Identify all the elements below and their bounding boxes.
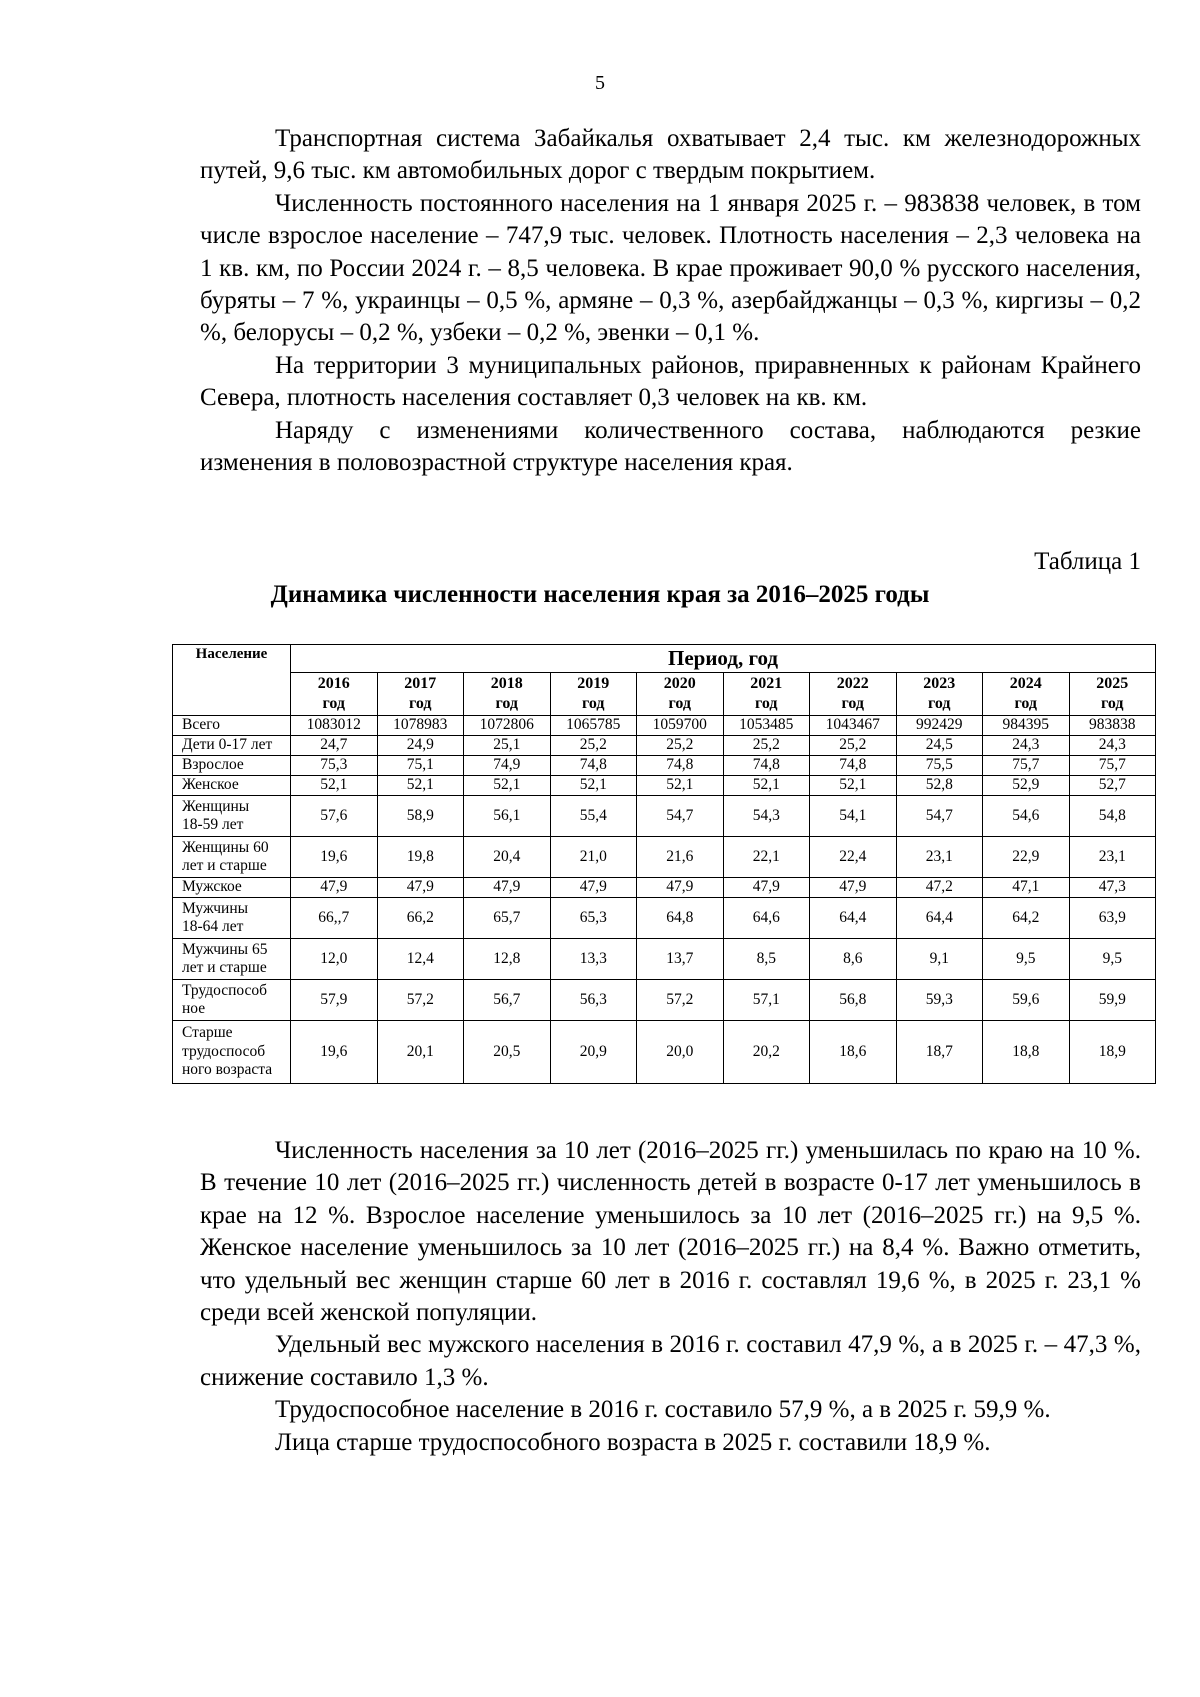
table-cell: 19,8 xyxy=(377,837,464,878)
table-cell: 20,1 xyxy=(377,1021,464,1084)
table-cell: 24,3 xyxy=(983,736,1070,756)
table-cell: 983838 xyxy=(1069,716,1156,736)
table-cell: 19,6 xyxy=(291,1021,378,1084)
table-cell: 56,7 xyxy=(464,980,551,1021)
row-label-line: лет и старше xyxy=(182,959,267,976)
table-cell: 18,7 xyxy=(896,1021,983,1084)
table-row xyxy=(173,980,1156,1021)
paragraph-summary-male: Удельный вес мужского населения в 2016 г. составил 47,9 %, а в 2025 г. – 47,3 %, снижение составило 1,3 %. xyxy=(200,1331,1141,1391)
row-label-line: лет и старше xyxy=(182,857,267,874)
table-row xyxy=(173,796,1156,837)
table-cell: 58,9 xyxy=(377,796,464,837)
table-cell: 59,9 xyxy=(1069,980,1156,1021)
table-row xyxy=(173,898,1156,939)
table-cell: 47,9 xyxy=(464,878,551,898)
table-cell: 54,7 xyxy=(896,796,983,837)
paragraph-summary-total: Численность населения за 10 лет (2016–2025 гг.) уменьшилась по краю на 10 %. В течение 10 лет (2016–2025 гг.) численность детей в возрасте 0-17 лет уменьшилось в крае на 12 %. Взрослое население уменьшилось за 10 лет (2016–2025 гг.) на 9,5 %. Женское население уменьшилось за 10 лет (2016–2025 гг.) на 8,4 %. Важно отметить, что удельный вес женщин старше 60 лет в 2016 г. составлял 19,6 %, в 2025 г. 23,1 % среди всей женской популяции. xyxy=(200,1137,1141,1327)
row-label-line: Женское xyxy=(182,776,239,794)
table-cell: 64,8 xyxy=(637,898,724,939)
table-cell: 13,7 xyxy=(637,939,724,980)
table-cell: 57,2 xyxy=(637,980,724,1021)
table-cell: 8,6 xyxy=(810,939,897,980)
table-cell: 25,2 xyxy=(550,736,637,756)
table-cell: 22,1 xyxy=(723,837,810,878)
row-label-line: Мужчины 65 xyxy=(182,940,268,958)
table-cell: 18,9 xyxy=(1069,1021,1156,1084)
table-cell: 47,9 xyxy=(377,878,464,898)
table-cell: 24,9 xyxy=(377,736,464,756)
table-cell: 20,4 xyxy=(464,837,551,878)
paragraph-summary-elderly: Лица старше трудоспособного возраста в 2025 г. составили 18,9 %. xyxy=(275,1428,991,1456)
table-cell: 1072806 xyxy=(464,716,551,736)
year-header xyxy=(1069,673,1156,716)
table-cell: 47,1 xyxy=(983,878,1070,898)
row-label-line: Всего xyxy=(182,716,221,734)
table-cell: 25,2 xyxy=(723,736,810,756)
table-cell: 1065785 xyxy=(550,716,637,736)
year-unit: год xyxy=(582,695,605,712)
table-cell: 9,1 xyxy=(896,939,983,980)
table-cell: 23,1 xyxy=(896,837,983,878)
table-cell: 1078983 xyxy=(377,716,464,736)
year-header xyxy=(896,673,983,716)
year-unit: год xyxy=(322,695,345,712)
table-cell: 74,8 xyxy=(637,756,724,776)
table-cell: 47,9 xyxy=(723,878,810,898)
table-row xyxy=(173,878,1156,898)
table-cell: 74,8 xyxy=(723,756,810,776)
year-value: 2017 xyxy=(404,675,437,692)
table-cell: 63,9 xyxy=(1069,898,1156,939)
row-label-line: Мужчины xyxy=(182,899,249,917)
row-label xyxy=(173,980,291,1021)
row-label-line: ного возраста xyxy=(182,1061,273,1079)
table-cell: 18,6 xyxy=(810,1021,897,1084)
table-cell: 64,2 xyxy=(983,898,1070,939)
table-cell: 22,4 xyxy=(810,837,897,878)
row-label-line: 18-64 лет xyxy=(182,918,244,935)
table-cell: 64,4 xyxy=(896,898,983,939)
row-label-line: Дети 0-17 лет xyxy=(182,736,273,754)
table-row xyxy=(173,1021,1156,1084)
table-label: Таблица 1 xyxy=(1034,548,1141,575)
table-cell: 74,8 xyxy=(810,756,897,776)
table-cell: 57,6 xyxy=(291,796,378,837)
table-cell: 75,7 xyxy=(1069,756,1156,776)
corner-header: Население xyxy=(173,645,291,716)
table-cell: 52,1 xyxy=(550,776,637,796)
table-cell: 47,9 xyxy=(291,878,378,898)
row-label xyxy=(173,878,291,898)
year-unit: год xyxy=(1101,695,1124,712)
year-value: 2024 xyxy=(1009,675,1042,692)
table-cell: 56,1 xyxy=(464,796,551,837)
year-unit: год xyxy=(755,695,778,712)
paragraph-structure: Наряду с изменениями количественного состава, наблюдаются резкие изменения в половозрастной структуре населения края. xyxy=(200,416,1141,477)
population-table xyxy=(172,644,1156,1084)
page-number: 5 xyxy=(595,72,605,94)
row-label-line: Старше xyxy=(182,1024,233,1042)
table-cell: 55,4 xyxy=(550,796,637,837)
table-cell: 52,1 xyxy=(377,776,464,796)
table-cell: 59,6 xyxy=(983,980,1070,1021)
year-value: 2022 xyxy=(836,675,869,692)
table-body xyxy=(173,716,1156,1084)
table-cell: 13,3 xyxy=(550,939,637,980)
table-cell: 1043467 xyxy=(810,716,897,736)
table-cell: 57,1 xyxy=(723,980,810,1021)
table-cell: 52,1 xyxy=(637,776,724,796)
table-cell: 66,2 xyxy=(377,898,464,939)
table-cell: 992429 xyxy=(896,716,983,736)
year-value: 2019 xyxy=(577,675,610,692)
row-label xyxy=(173,756,291,776)
year-value: 2018 xyxy=(490,675,523,692)
year-value: 2021 xyxy=(750,675,783,692)
table-header xyxy=(173,645,1156,716)
table-cell: 20,9 xyxy=(550,1021,637,1084)
table-cell: 19,6 xyxy=(291,837,378,878)
row-label xyxy=(173,1021,291,1084)
table-cell: 54,3 xyxy=(723,796,810,837)
table-cell: 20,0 xyxy=(637,1021,724,1084)
row-label-line: Женщины 60 xyxy=(182,838,269,856)
table-cell: 18,8 xyxy=(983,1021,1070,1084)
paragraph-far-north: На территории 3 муниципальных районов, приравненных к районам Крайнего Севера, плотность населения составляет 0,3 человек на кв. км. xyxy=(200,351,1141,412)
paragraph-transport: Транспортная система Забайкалья охватывает 2,4 тыс. км железнодорожных путей, 9,6 тыс. км автомобильных дорог с твердым покрытием. xyxy=(200,125,1141,185)
table-cell: 20,5 xyxy=(464,1021,551,1084)
row-label xyxy=(173,939,291,980)
table-cell: 20,2 xyxy=(723,1021,810,1084)
table-cell: 66,,7 xyxy=(291,898,378,939)
year-value: 2023 xyxy=(923,675,956,692)
table-cell: 52,1 xyxy=(810,776,897,796)
table-cell: 74,8 xyxy=(550,756,637,776)
table-cell: 25,2 xyxy=(637,736,724,756)
table-cell: 47,9 xyxy=(637,878,724,898)
row-label-line: Взрослое xyxy=(182,756,244,774)
row-label-line: ное xyxy=(182,1000,206,1017)
table-cell: 56,8 xyxy=(810,980,897,1021)
table-cell: 52,1 xyxy=(291,776,378,796)
table-cell: 1053485 xyxy=(723,716,810,736)
year-unit: год xyxy=(495,695,518,712)
table-cell: 75,7 xyxy=(983,756,1070,776)
year-unit: год xyxy=(928,695,951,712)
year-value: 2020 xyxy=(663,675,696,692)
year-header xyxy=(637,673,724,716)
table-cell: 52,1 xyxy=(464,776,551,796)
year-header xyxy=(810,673,897,716)
table-cell: 47,3 xyxy=(1069,878,1156,898)
table-cell: 24,5 xyxy=(896,736,983,756)
table-cell: 74,9 xyxy=(464,756,551,776)
row-label xyxy=(173,776,291,796)
table-cell: 47,9 xyxy=(550,878,637,898)
summary-text xyxy=(200,1135,1141,1459)
table-cell: 22,9 xyxy=(983,837,1070,878)
year-value: 2016 xyxy=(317,675,350,692)
table-cell: 52,8 xyxy=(896,776,983,796)
table-row xyxy=(173,837,1156,878)
year-header xyxy=(550,673,637,716)
table-row xyxy=(173,736,1156,756)
year-header xyxy=(377,673,464,716)
year-unit: год xyxy=(841,695,864,712)
intro-text xyxy=(200,123,1141,479)
table-cell: 75,5 xyxy=(896,756,983,776)
year-unit: год xyxy=(668,695,691,712)
year-unit: год xyxy=(409,695,432,712)
table-cell: 56,3 xyxy=(550,980,637,1021)
table-cell: 12,0 xyxy=(291,939,378,980)
table-cell: 65,7 xyxy=(464,898,551,939)
table-cell: 21,6 xyxy=(637,837,724,878)
table-cell: 75,3 xyxy=(291,756,378,776)
table-cell: 47,2 xyxy=(896,878,983,898)
table-cell: 21,0 xyxy=(550,837,637,878)
table-row xyxy=(173,939,1156,980)
year-value: 2025 xyxy=(1096,675,1129,692)
year-header xyxy=(983,673,1070,716)
table-cell: 9,5 xyxy=(1069,939,1156,980)
row-label-line: Мужское xyxy=(182,878,242,896)
table-cell: 59,3 xyxy=(896,980,983,1021)
table-cell: 25,1 xyxy=(464,736,551,756)
table-cell: 23,1 xyxy=(1069,837,1156,878)
table-cell: 52,9 xyxy=(983,776,1070,796)
table-cell: 54,1 xyxy=(810,796,897,837)
row-label-line: Трудоспособ xyxy=(182,981,268,999)
table-row xyxy=(173,776,1156,796)
table-row xyxy=(173,716,1156,736)
table-cell: 984395 xyxy=(983,716,1070,736)
year-unit: год xyxy=(1014,695,1037,712)
table-cell: 54,6 xyxy=(983,796,1070,837)
year-header xyxy=(723,673,810,716)
year-header-row xyxy=(173,673,1156,716)
period-header: Период, год xyxy=(291,645,1156,673)
row-label-line: Женщины xyxy=(182,797,250,815)
table-cell: 24,3 xyxy=(1069,736,1156,756)
row-label xyxy=(173,898,291,939)
row-label-line: трудоспособ xyxy=(182,1042,266,1060)
table-cell: 75,1 xyxy=(377,756,464,776)
year-header xyxy=(464,673,551,716)
table-cell: 47,9 xyxy=(810,878,897,898)
table-cell: 65,3 xyxy=(550,898,637,939)
year-header xyxy=(291,673,378,716)
paragraph-summary-working: Трудоспособное население в 2016 г. составило 57,9 %, а в 2025 г. 59,9 %. xyxy=(275,1396,1051,1424)
table-cell: 52,7 xyxy=(1069,776,1156,796)
row-label xyxy=(173,796,291,837)
table-cell: 54,7 xyxy=(637,796,724,837)
table-cell: 12,4 xyxy=(377,939,464,980)
table-cell: 8,5 xyxy=(723,939,810,980)
table-cell: 54,8 xyxy=(1069,796,1156,837)
table-cell: 64,4 xyxy=(810,898,897,939)
table-cell: 24,7 xyxy=(291,736,378,756)
row-label xyxy=(173,837,291,878)
row-label xyxy=(173,716,291,736)
table-row xyxy=(173,756,1156,776)
row-label xyxy=(173,736,291,756)
table-title: Динамика численности населения края за 2016–2025 годы xyxy=(270,581,930,608)
table-cell: 57,9 xyxy=(291,980,378,1021)
table-cell: 52,1 xyxy=(723,776,810,796)
table-cell: 64,6 xyxy=(723,898,810,939)
table-cell: 1059700 xyxy=(637,716,724,736)
table-cell: 9,5 xyxy=(983,939,1070,980)
table-cell: 1083012 xyxy=(291,716,378,736)
table-cell: 57,2 xyxy=(377,980,464,1021)
paragraph-population: Численность постоянного населения на 1 января 2025 г. – 983838 человек, в том числе взрослое население – 747,9 тыс. человек. Плотность населения – 2,3 человека на 1 кв. км, по России 2024 г. – 8,5 человека. В крае проживает 90,0 % русского населения, буряты – 7 %, украинцы – 0,5 %, армяне – 0,3 %, азербайджанцы – 0,3 %, киргизы – 0,2 %, белорусы – 0,2 %, узбеки – 0,2 %, эвенки – 0,1 %. xyxy=(200,189,1141,347)
row-label-line: 18-59 лет xyxy=(182,816,244,833)
table-cell: 25,2 xyxy=(810,736,897,756)
table-cell: 12,8 xyxy=(464,939,551,980)
